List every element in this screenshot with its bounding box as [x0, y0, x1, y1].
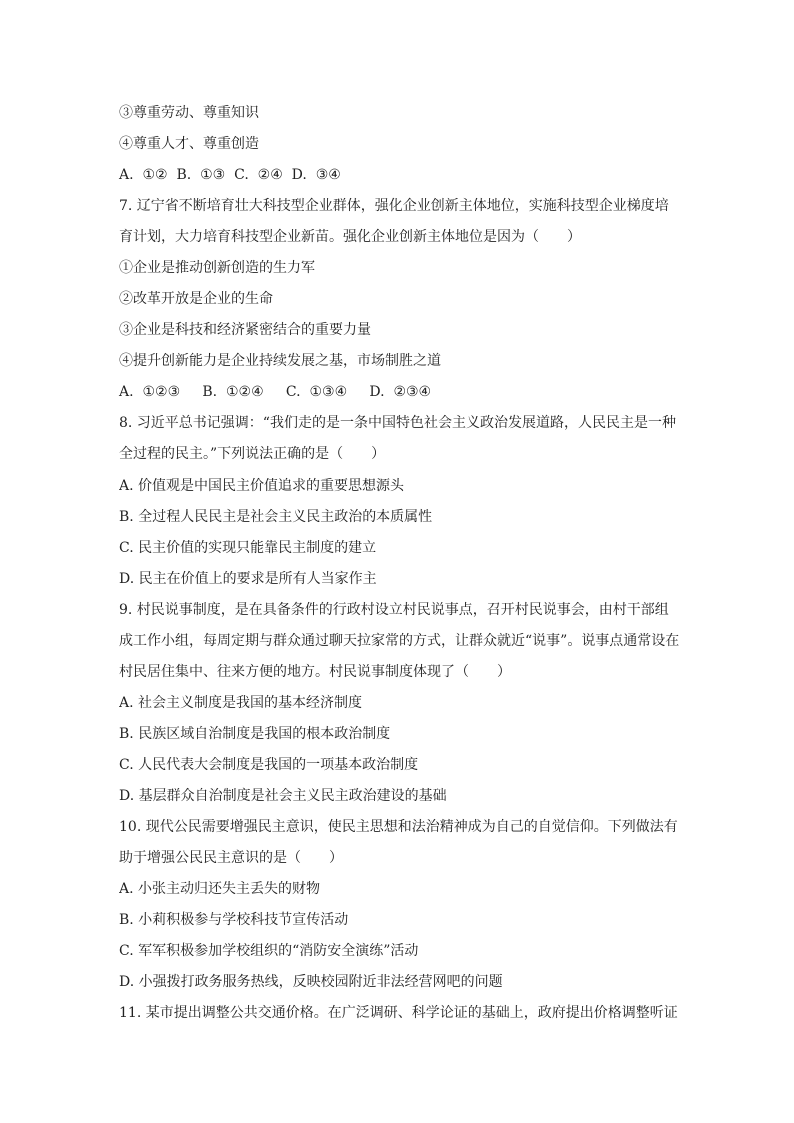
q7-options: A. ①②③ B. ①②④ C. ①③④ D. ②③④ [119, 384, 432, 400]
q10-stem-line-1: 10. 现代公民需要增强民主意识，使民主思想和法治精神成为自己的自觉信仰。下列做法有 [119, 819, 678, 835]
q9-stem-line-3: 村民居住集中、往来方便的地方。村民说事制度体现了（ ） [119, 664, 511, 680]
q6-statement-4: ④尊重人才、尊重创造 [119, 136, 259, 152]
q10-option-c: C. 军军积极参加学校组织的“消防安全演练”活动 [119, 943, 419, 959]
q6-statement-3: ③尊重劳动、尊重知识 [119, 105, 259, 121]
q7-stem-line-2: 育计划，大力培育科技型企业新苗。强化企业创新主体地位是因为（ ） [119, 229, 581, 245]
q9-option-c: C. 人民代表大会制度是我国的一项基本政治制度 [119, 757, 419, 773]
q7-statement-3: ③企业是科技和经济紧密结合的重要力量 [119, 322, 371, 338]
q8-stem-line-1: 8. 习近平总书记强调：“我们走的是一条中国特色社会主义政治发展道路，人民民主是一种 [119, 415, 676, 431]
q9-stem-line-1: 9. 村民说事制度，是在具备条件的行政村设立村民说事点，召开村民说事会，由村干部组 [119, 602, 669, 618]
q11-stem-line-1: 11. 某市提出调整公共交通价格。在广泛调研、科学论证的基础上，政府提出价格调整听证 [119, 1005, 678, 1021]
q10-option-b: B. 小莉积极参与学校科技节宣传活动 [119, 912, 349, 928]
q10-option-a: A. 小张主动归还失主丢失的财物 [119, 881, 321, 897]
q7-statement-4: ④提升创新能力是企业持续发展之基，市场制胜之道 [119, 353, 441, 369]
q10-stem-line-2: 助于增强公民民主意识的是（ ） [119, 850, 343, 866]
q8-option-a: A. 价值观是中国民主价值追求的重要思想源头 [119, 478, 405, 494]
q8-option-b: B. 全过程人民民主是社会主义民主政治的本质属性 [119, 509, 433, 525]
q8-option-d: D. 民主在价值上的要求是所有人当家作主 [119, 571, 377, 587]
q10-option-d: D. 小强拨打政务服务热线，反映校园附近非法经营网吧的问题 [119, 974, 503, 990]
q7-statement-1: ①企业是推动创新创造的生力军 [119, 260, 315, 276]
q7-statement-2: ②改革开放是企业的生命 [119, 291, 273, 307]
q9-option-d: D. 基层群众自治制度是社会主义民主政治建设的基础 [119, 788, 447, 804]
q8-option-c: C. 民主价值的实现只能靠民主制度的建立 [119, 540, 377, 556]
q9-option-b: B. 民族区域自治制度是我国的根本政治制度 [119, 726, 391, 742]
q6-options: A. ①② B. ①③ C. ②④ D. ③④ [119, 167, 341, 183]
q8-stem-line-2: 全过程的民主。”下列说法正确的是（ ） [119, 446, 386, 462]
q7-stem-line-1: 7. 辽宁省不断培育壮大科技型企业群体，强化企业创新主体地位，实施科技型企业梯度培 [119, 198, 669, 214]
q9-option-a: A. 社会主义制度是我国的基本经济制度 [119, 695, 363, 711]
q9-stem-line-2: 成工作小组，每周定期与群众通过聊天拉家常的方式，让群众就近“说事”。说事点通常设在 [119, 633, 679, 649]
